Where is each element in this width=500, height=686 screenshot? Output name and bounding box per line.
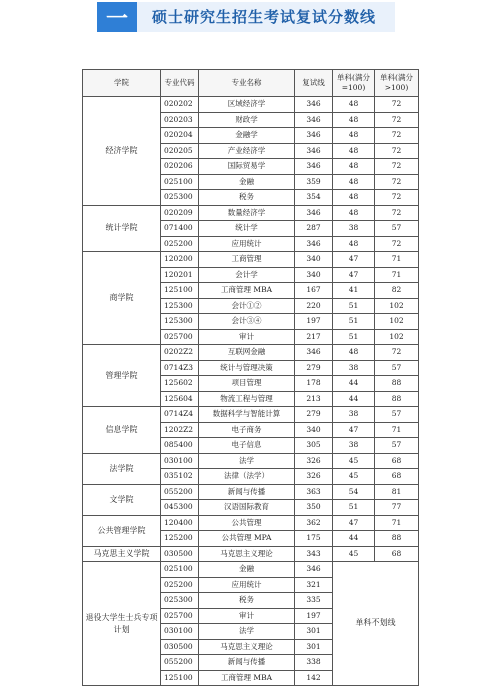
table-row — [83, 97, 419, 113]
single-100-cell: 38 — [333, 407, 375, 423]
college-cell: 商学院 — [83, 252, 161, 345]
major-name-cell: 数量经济学 — [199, 205, 295, 221]
table-row — [83, 345, 419, 361]
table-row — [83, 205, 419, 221]
total-score-cell: 197 — [295, 608, 333, 624]
major-name-cell: 工商管理 MBA — [199, 670, 295, 686]
single-100-cell: 48 — [333, 97, 375, 113]
header-major: 专业名称 — [199, 70, 295, 97]
major-name-cell: 物流工程与管理 — [199, 391, 295, 407]
total-score-cell: 287 — [295, 221, 333, 237]
major-name-cell: 统计与管理决策 — [199, 360, 295, 376]
major-code-cell: 025300 — [161, 593, 199, 609]
single-100-cell: 48 — [333, 159, 375, 175]
major-name-cell: 法律（法学） — [199, 469, 295, 485]
major-name-cell: 马克思主义理论 — [199, 546, 295, 562]
table-row — [83, 407, 419, 423]
total-score-cell: 321 — [295, 577, 333, 593]
major-code-cell: 025100 — [161, 174, 199, 190]
single-gt100-cell: 72 — [375, 112, 419, 128]
total-score-cell: 346 — [295, 236, 333, 252]
single-gt100-cell: 68 — [375, 453, 419, 469]
single-100-cell: 47 — [333, 252, 375, 268]
total-score-cell: 346 — [295, 128, 333, 144]
total-score-cell: 175 — [295, 531, 333, 547]
major-name-cell: 区域经济学 — [199, 97, 295, 113]
major-name-cell: 金融学 — [199, 128, 295, 144]
major-code-cell: 125300 — [161, 314, 199, 330]
major-name-cell: 法学 — [199, 624, 295, 640]
major-code-cell: 020203 — [161, 112, 199, 128]
major-name-cell: 电子信息 — [199, 438, 295, 454]
major-code-cell: 020204 — [161, 128, 199, 144]
single-100-cell: 47 — [333, 267, 375, 283]
table-row — [83, 252, 419, 268]
single-gt100-cell: 72 — [375, 128, 419, 144]
major-code-cell: 025300 — [161, 190, 199, 206]
total-score-cell: 279 — [295, 407, 333, 423]
major-name-cell: 法学 — [199, 453, 295, 469]
single-gt100-cell: 72 — [375, 174, 419, 190]
major-name-cell: 会计学 — [199, 267, 295, 283]
major-code-cell: 0714Z4 — [161, 407, 199, 423]
single-gt100-cell: 77 — [375, 500, 419, 516]
table-row — [83, 453, 419, 469]
single-gt100-cell: 57 — [375, 221, 419, 237]
table-row — [83, 484, 419, 500]
major-code-cell: 045300 — [161, 500, 199, 516]
total-score-cell: 350 — [295, 500, 333, 516]
single-100-cell: 51 — [333, 329, 375, 345]
major-code-cell: 020209 — [161, 205, 199, 221]
major-name-cell: 应用统计 — [199, 577, 295, 593]
college-cell: 退役大学生士兵专项计划 — [83, 562, 161, 686]
college-cell: 统计学院 — [83, 205, 161, 252]
major-code-cell: 125602 — [161, 376, 199, 392]
major-code-cell: 025200 — [161, 577, 199, 593]
single-gt100-cell: 88 — [375, 531, 419, 547]
single-100-cell: 38 — [333, 360, 375, 376]
total-score-cell: 340 — [295, 252, 333, 268]
major-name-cell: 互联网金融 — [199, 345, 295, 361]
major-name-cell: 国际贸易学 — [199, 159, 295, 175]
single-100-cell: 41 — [333, 283, 375, 299]
major-code-cell: 0202Z2 — [161, 345, 199, 361]
single-gt100-cell: 68 — [375, 469, 419, 485]
table-row — [83, 546, 419, 562]
single-100-cell: 47 — [333, 515, 375, 531]
total-score-cell: 346 — [295, 112, 333, 128]
single-100-cell: 45 — [333, 453, 375, 469]
major-code-cell: 085400 — [161, 438, 199, 454]
college-cell: 法学院 — [83, 453, 161, 484]
single-gt100-cell: 71 — [375, 252, 419, 268]
single-gt100-cell: 72 — [375, 97, 419, 113]
single-100-cell: 48 — [333, 345, 375, 361]
header-code: 专业代码 — [161, 70, 199, 97]
total-score-cell: 343 — [295, 546, 333, 562]
single-100-cell: 38 — [333, 221, 375, 237]
single-100-cell: 44 — [333, 391, 375, 407]
total-score-cell: 359 — [295, 174, 333, 190]
section-banner — [97, 2, 395, 32]
single-gt100-cell: 102 — [375, 298, 419, 314]
major-name-cell: 公共管理 MPA — [199, 531, 295, 547]
single-100-cell: 48 — [333, 112, 375, 128]
table-row — [83, 515, 419, 531]
major-code-cell: 020202 — [161, 97, 199, 113]
major-name-cell: 应用统计 — [199, 236, 295, 252]
total-score-cell: 363 — [295, 484, 333, 500]
single-100-cell: 48 — [333, 205, 375, 221]
single-100-cell: 48 — [333, 143, 375, 159]
single-100-cell: 48 — [333, 174, 375, 190]
total-score-cell: 346 — [295, 159, 333, 175]
major-name-cell: 新闻与传播 — [199, 484, 295, 500]
major-code-cell: 125100 — [161, 283, 199, 299]
single-100-cell: 44 — [333, 531, 375, 547]
table-header-row — [83, 70, 419, 97]
total-score-cell: 338 — [295, 655, 333, 671]
header-college: 学院 — [83, 70, 161, 97]
total-score-cell: 213 — [295, 391, 333, 407]
total-score-cell: 167 — [295, 283, 333, 299]
major-name-cell: 电子商务 — [199, 422, 295, 438]
total-score-cell: 142 — [295, 670, 333, 686]
single-gt100-cell: 57 — [375, 438, 419, 454]
section-number-badge: 一 — [97, 2, 137, 32]
total-score-cell: 217 — [295, 329, 333, 345]
single-gt100-cell: 102 — [375, 329, 419, 345]
major-code-cell: 025200 — [161, 236, 199, 252]
total-score-cell: 346 — [295, 345, 333, 361]
total-score-cell: 326 — [295, 453, 333, 469]
single-gt100-cell: 72 — [375, 143, 419, 159]
major-code-cell: 120201 — [161, 267, 199, 283]
major-code-cell: 125604 — [161, 391, 199, 407]
major-code-cell: 030500 — [161, 546, 199, 562]
major-name-cell: 汉语国际教育 — [199, 500, 295, 516]
single-100-cell: 51 — [333, 314, 375, 330]
major-code-cell: 125300 — [161, 298, 199, 314]
single-100-cell: 48 — [333, 190, 375, 206]
major-code-cell: 025700 — [161, 608, 199, 624]
table-body — [83, 97, 419, 686]
single-100-cell: 38 — [333, 438, 375, 454]
single-gt100-cell: 72 — [375, 236, 419, 252]
single-gt100-cell: 88 — [375, 391, 419, 407]
major-code-cell: 120400 — [161, 515, 199, 531]
header-single-gt100: 单科(满分>100) — [375, 70, 419, 97]
major-code-cell: 120200 — [161, 252, 199, 268]
score-table — [82, 69, 419, 686]
table-row — [83, 562, 419, 578]
single-gt100-cell: 57 — [375, 360, 419, 376]
total-score-cell: 362 — [295, 515, 333, 531]
major-name-cell: 税务 — [199, 190, 295, 206]
single-100-cell: 45 — [333, 546, 375, 562]
single-100-cell: 48 — [333, 128, 375, 144]
major-name-cell: 税务 — [199, 593, 295, 609]
single-gt100-cell: 88 — [375, 376, 419, 392]
major-name-cell: 工商管理 MBA — [199, 283, 295, 299]
college-cell: 马克思主义学院 — [83, 546, 161, 562]
total-score-cell: 335 — [295, 593, 333, 609]
total-score-cell: 354 — [295, 190, 333, 206]
total-score-cell: 305 — [295, 438, 333, 454]
total-score-cell: 301 — [295, 624, 333, 640]
section-title: 硕士研究生招生考试复试分数线 — [152, 8, 377, 26]
single-gt100-cell: 81 — [375, 484, 419, 500]
total-score-cell: 178 — [295, 376, 333, 392]
single-gt100-cell: 57 — [375, 407, 419, 423]
college-cell: 文学院 — [83, 484, 161, 515]
no-single-subject-line-note: 单科不划线 — [333, 562, 419, 686]
major-name-cell: 会计③④ — [199, 314, 295, 330]
single-gt100-cell: 71 — [375, 267, 419, 283]
major-name-cell: 统计学 — [199, 221, 295, 237]
college-cell: 经济学院 — [83, 97, 161, 206]
major-name-cell: 审计 — [199, 608, 295, 624]
single-100-cell: 44 — [333, 376, 375, 392]
major-name-cell: 新闻与传播 — [199, 655, 295, 671]
major-code-cell: 020205 — [161, 143, 199, 159]
single-100-cell: 51 — [333, 298, 375, 314]
major-code-cell: 125100 — [161, 670, 199, 686]
major-name-cell: 产业经济学 — [199, 143, 295, 159]
major-code-cell: 025100 — [161, 562, 199, 578]
total-score-cell: 220 — [295, 298, 333, 314]
major-code-cell: 055200 — [161, 484, 199, 500]
major-code-cell: 035102 — [161, 469, 199, 485]
major-code-cell: 025700 — [161, 329, 199, 345]
major-code-cell: 030100 — [161, 624, 199, 640]
major-name-cell: 公共管理 — [199, 515, 295, 531]
single-gt100-cell: 71 — [375, 515, 419, 531]
major-code-cell: 055200 — [161, 655, 199, 671]
total-score-cell: 340 — [295, 267, 333, 283]
single-gt100-cell: 82 — [375, 283, 419, 299]
single-gt100-cell: 72 — [375, 345, 419, 361]
major-code-cell: 030500 — [161, 639, 199, 655]
single-100-cell: 48 — [333, 236, 375, 252]
header-total: 复试线 — [295, 70, 333, 97]
total-score-cell: 326 — [295, 469, 333, 485]
single-gt100-cell: 68 — [375, 546, 419, 562]
single-gt100-cell: 72 — [375, 205, 419, 221]
total-score-cell: 346 — [295, 562, 333, 578]
total-score-cell: 346 — [295, 143, 333, 159]
major-name-cell: 会计①② — [199, 298, 295, 314]
major-name-cell: 金融 — [199, 562, 295, 578]
total-score-cell: 197 — [295, 314, 333, 330]
single-gt100-cell: 72 — [375, 159, 419, 175]
single-100-cell: 47 — [333, 422, 375, 438]
single-gt100-cell: 72 — [375, 190, 419, 206]
major-code-cell: 071400 — [161, 221, 199, 237]
single-100-cell: 54 — [333, 484, 375, 500]
single-gt100-cell: 102 — [375, 314, 419, 330]
major-code-cell: 0714Z3 — [161, 360, 199, 376]
single-100-cell: 45 — [333, 469, 375, 485]
major-code-cell: 125200 — [161, 531, 199, 547]
major-name-cell: 金融 — [199, 174, 295, 190]
major-name-cell: 项目管理 — [199, 376, 295, 392]
major-name-cell: 工商管理 — [199, 252, 295, 268]
major-name-cell: 马克思主义理论 — [199, 639, 295, 655]
college-cell: 公共管理学院 — [83, 515, 161, 546]
major-name-cell: 数据科学与智能计算 — [199, 407, 295, 423]
major-code-cell: 030100 — [161, 453, 199, 469]
total-score-cell: 301 — [295, 639, 333, 655]
major-name-cell: 财政学 — [199, 112, 295, 128]
major-name-cell: 审计 — [199, 329, 295, 345]
total-score-cell: 279 — [295, 360, 333, 376]
single-100-cell: 51 — [333, 500, 375, 516]
single-gt100-cell: 71 — [375, 422, 419, 438]
total-score-cell: 340 — [295, 422, 333, 438]
total-score-cell: 346 — [295, 97, 333, 113]
total-score-cell: 346 — [295, 205, 333, 221]
college-cell: 管理学院 — [83, 345, 161, 407]
college-cell: 信息学院 — [83, 407, 161, 454]
header-single-100: 单科(满分=100) — [333, 70, 375, 97]
major-code-cell: 020206 — [161, 159, 199, 175]
major-code-cell: 1202Z2 — [161, 422, 199, 438]
